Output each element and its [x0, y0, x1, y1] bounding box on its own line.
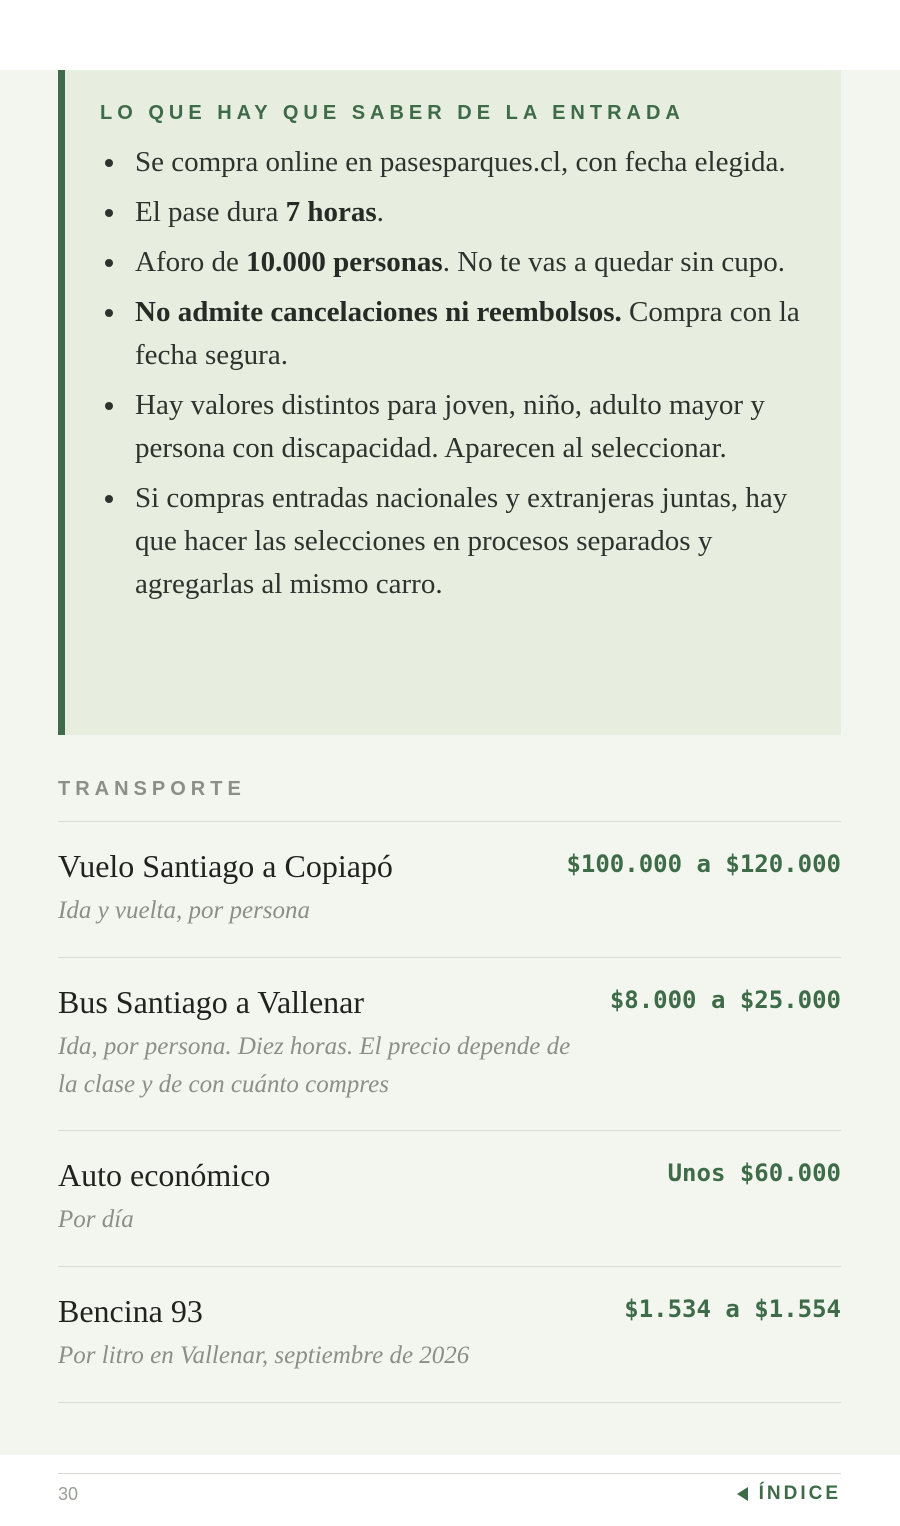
transport-item-price: $1.534 a $1.554	[624, 1295, 841, 1323]
ticket-info-item	[135, 384, 811, 470]
emphasis-text: 7 horas	[285, 196, 377, 228]
transport-row	[58, 958, 841, 1131]
emphasis-text: 10.000 personas	[246, 246, 443, 278]
ticket-info-item	[135, 141, 811, 184]
ticket-info-item	[135, 477, 811, 606]
ticket-info-list	[65, 141, 841, 613]
transport-item-name: Vuelo Santiago a Copiapó	[58, 848, 393, 884]
transport-row	[58, 1267, 841, 1403]
page-number: 30	[58, 1484, 79, 1504]
transport-item-price: Unos $60.000	[667, 1159, 841, 1187]
item-text: Si compras entradas nacionales y extranjeras juntas, hay que hacer las selecciones en procesos separados y agregarlas al mismo carro.	[135, 482, 788, 600]
ticket-info-item	[135, 291, 811, 377]
transport-item-note: Por día	[58, 1206, 134, 1233]
transport-row	[58, 822, 841, 958]
item-text: Aforo de	[135, 246, 247, 278]
triangle-left-icon	[737, 1487, 748, 1501]
index-link[interactable]	[737, 1483, 841, 1505]
ticket-info-callout	[58, 70, 841, 735]
ticket-info-item	[135, 241, 811, 284]
item-text: Compra con la fecha segura.	[135, 296, 800, 371]
transport-row	[58, 1131, 841, 1267]
transport-price-list	[58, 821, 841, 1403]
transport-section-label: TRANSPORTE	[58, 778, 246, 800]
page-body	[0, 70, 900, 1455]
index-link-label: ÍNDICE	[758, 1483, 841, 1504]
transport-item-name: Auto económico	[58, 1157, 271, 1193]
transport-item-price: $100.000 a $120.000	[566, 850, 841, 878]
item-text: El pase dura	[135, 196, 286, 228]
item-text: Hay valores distintos para joven, niño, adulto mayor y persona con discapacidad. Aparecen al seleccionar.	[135, 389, 765, 464]
transport-item-name: Bencina 93	[58, 1293, 203, 1329]
emphasis-text: No admite cancelaciones ni reembolsos.	[135, 296, 622, 328]
item-text: . No te vas a quedar sin cupo.	[442, 246, 785, 278]
ticket-info-item	[135, 191, 811, 234]
transport-item-note: Ida, por persona. Diez horas. El precio depende de la clase y de con cuánto compres	[58, 1033, 571, 1098]
transport-item-name: Bus Santiago a Vallenar	[58, 984, 365, 1020]
item-text: Se compra online en pasesparques.cl, con fecha elegida.	[135, 146, 786, 178]
item-text: .	[376, 196, 384, 228]
transport-item-note: Por litro en Vallenar, septiembre de 2026	[58, 1342, 470, 1369]
footer-divider	[58, 1473, 841, 1474]
transport-item-note: Ida y vuelta, por persona	[58, 897, 311, 924]
callout-title: LO QUE HAY QUE SABER DE LA ENTRADA	[100, 102, 685, 124]
transport-item-price: $8.000 a $25.000	[609, 986, 841, 1014]
